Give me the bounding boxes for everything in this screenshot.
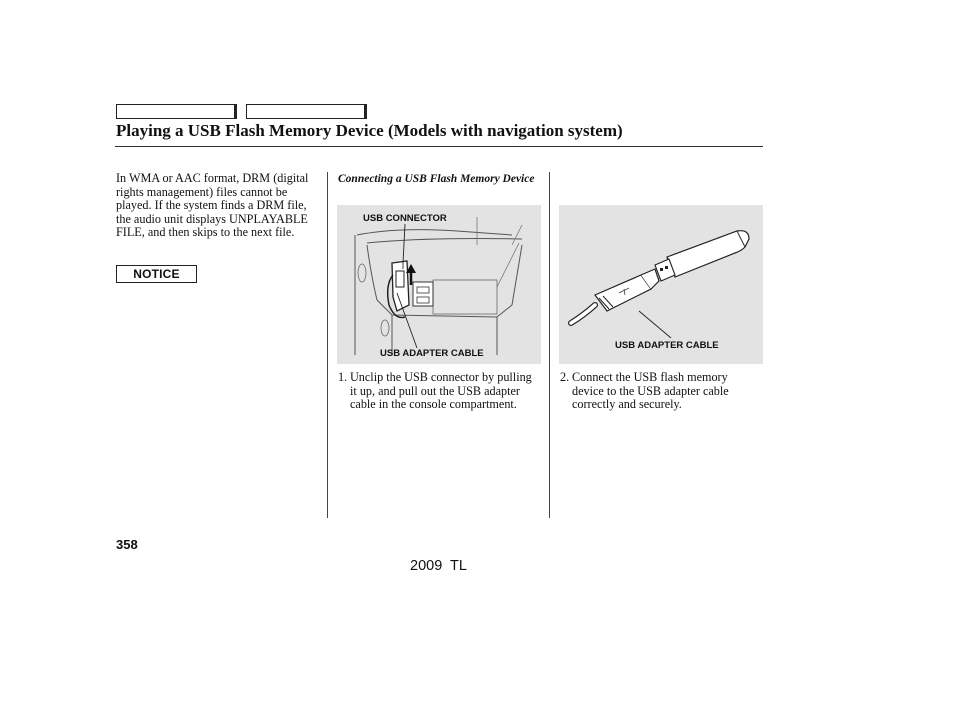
usb-adapter-cable-label-1: USB ADAPTER CABLE: [380, 348, 484, 359]
usb-adapter-cable-label-2: USB ADAPTER CABLE: [615, 340, 719, 351]
page-title: Playing a USB Flash Memory Device (Models with navigation system): [116, 121, 623, 140]
step-1-number: 1.: [338, 370, 348, 384]
console-compartment-illustration: [337, 205, 541, 364]
step-2-text: Connect the USB flash memory device to the USB adapter cable correctly and securely.: [572, 370, 729, 412]
title-divider: [115, 146, 763, 147]
step-1-text: Unclip the USB connector by pulling it up, and pull out the USB adapter cable in the console compartment.: [350, 370, 532, 412]
header-tab-box-2: [246, 104, 367, 119]
notice-label: NOTICE: [116, 265, 197, 283]
column-divider-2: [549, 172, 550, 518]
model-footer: 2009 TL: [410, 558, 467, 574]
step-2-number: 2.: [560, 370, 570, 384]
console-figure: [337, 205, 541, 364]
step-1: [338, 371, 538, 412]
usb-connector-label: USB CONNECTOR: [363, 213, 447, 224]
column-divider-1: [327, 172, 328, 518]
flash-drive-figure: [559, 205, 763, 364]
figure-caption: Connecting a USB Flash Memory Device: [338, 173, 535, 185]
header-tab-box-1: [116, 104, 237, 119]
step-2: [560, 371, 760, 412]
drm-paragraph: In WMA or AAC format, DRM (digital rights management) files cannot be played. If the system finds a DRM file, the audio unit displays UNPLAYABLE FILE, and then skips to the next file.: [116, 171, 309, 240]
page-number: 358: [116, 537, 138, 552]
